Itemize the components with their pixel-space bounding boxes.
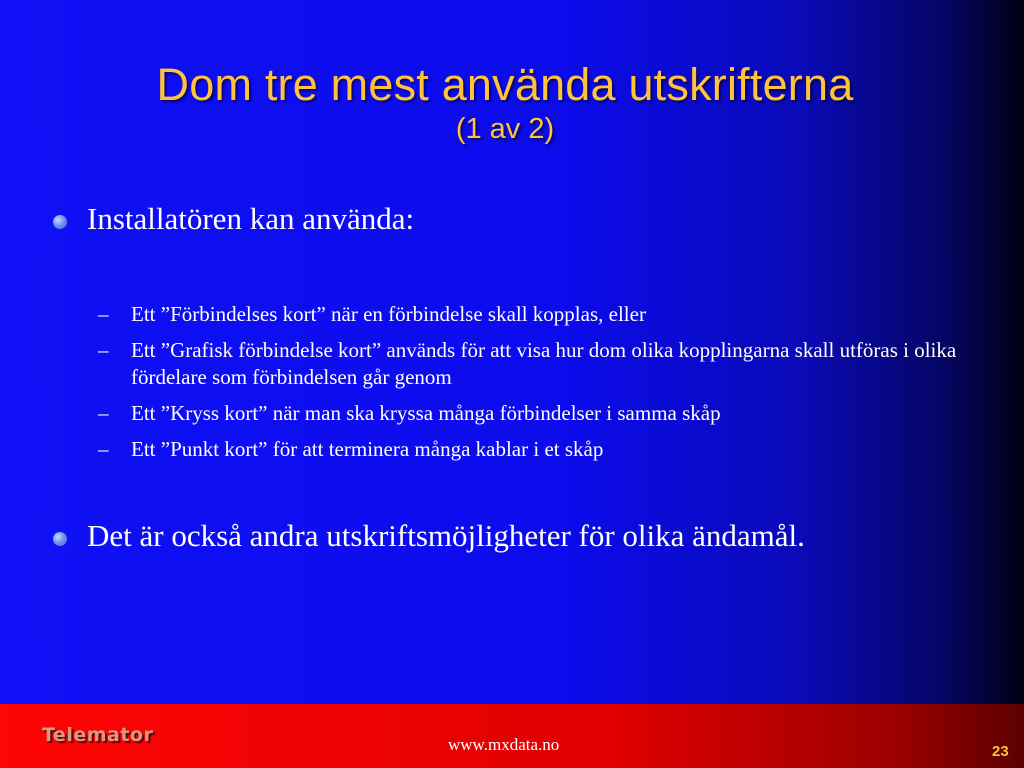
sub-bullet-text: Ett ”Punkt kort” för att terminera många kablar i et skåp [131, 437, 604, 461]
page-number: 23 [992, 743, 1009, 760]
bullet-item [50, 200, 1000, 237]
sub-bullet-item [50, 400, 1000, 427]
bullet-text: Installatören kan använda: [87, 201, 415, 236]
dash-icon: – [98, 338, 109, 362]
slide-content [50, 200, 1000, 554]
footer-url: www.mxdata.no [448, 735, 560, 754]
bullet-dot-icon [53, 532, 67, 546]
dash-icon: – [98, 437, 109, 461]
footer-bar [0, 704, 1024, 768]
sub-bullet-item [50, 337, 1000, 391]
sub-bullet-list [50, 301, 1000, 463]
bullet-dot-icon [53, 215, 67, 229]
bullet-item [50, 517, 1000, 554]
sub-bullet-item [50, 301, 1000, 328]
sub-bullet-text: Ett ”Grafisk förbindelse kort” används för att visa hur dom olika kopplingarna skall utföras i olika fördelare som förbindelsen går genom [131, 338, 957, 389]
sub-bullet-text: Ett ”Kryss kort” när man ska kryssa många förbindelser i samma skåp [131, 401, 721, 425]
bullet-text: Det är också andra utskriftsmöjligheter för olika ändamål. [87, 518, 805, 553]
telemator-logo: Telemator [42, 724, 154, 746]
dash-icon: – [98, 401, 109, 425]
dash-icon: – [98, 302, 109, 326]
slide-title: Dom tre mest använda utskrifterna [156, 59, 854, 110]
title-block [0, 56, 1010, 146]
sub-bullet-text: Ett ”Förbindelses kort” när en förbindelse skall kopplas, eller [131, 302, 646, 326]
slide-subtitle: (1 av 2) [455, 113, 555, 145]
sub-bullet-item [50, 436, 1000, 463]
